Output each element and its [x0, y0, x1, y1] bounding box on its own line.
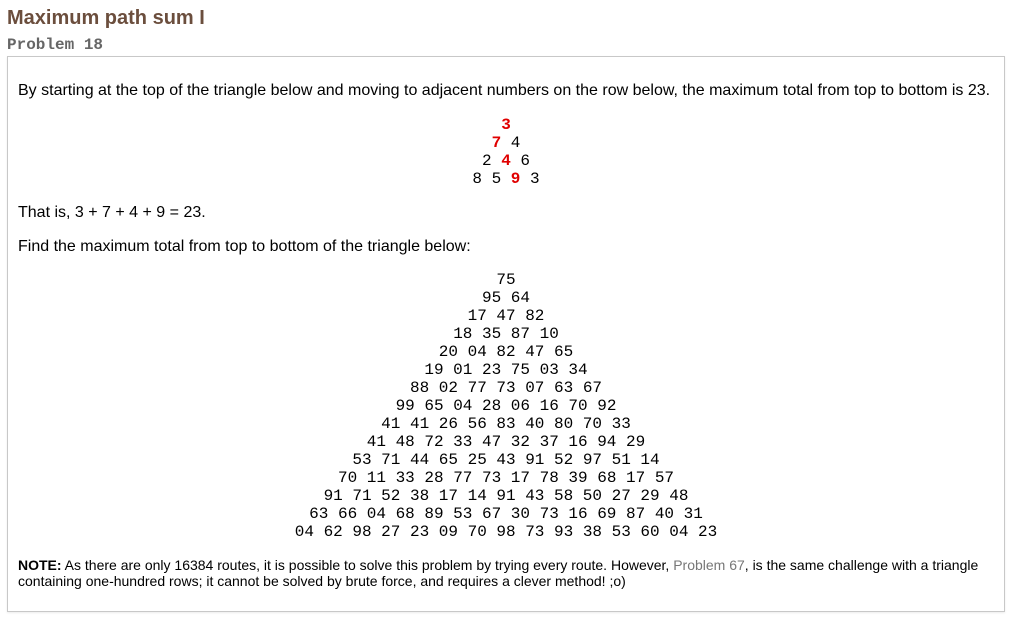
triangle-row: 99 65 04 28 06 16 70 92	[395, 397, 617, 415]
find-text: Find the maximum total from top to bottom of the triangle below:	[18, 238, 471, 255]
example-number: 2	[481, 152, 492, 170]
triangle-row: 88 02 77 73 07 63 67	[409, 379, 603, 397]
triangle-row: 41 48 72 33 47 32 37 16 94 29	[366, 433, 646, 451]
note-text-before: As there are only 16384 routes, it is possible to solve this problem by trying every route. However,	[61, 557, 674, 573]
triangle-row: 91 71 52 38 17 14 91 43 58 50 27 29 48	[323, 487, 689, 505]
triangle-row: 95 64	[481, 289, 530, 307]
example-row	[8, 170, 1004, 188]
triangle-row: 70 11 33 28 77 73 17 78 39 68 17 57	[337, 469, 675, 487]
path-number: 7	[491, 134, 502, 152]
triangle-row: 04 62 98 27 23 09 70 98 73 93 38 53 60 04 23	[294, 523, 718, 541]
example-row	[8, 152, 1004, 170]
triangle-row: 17 47 82	[467, 307, 545, 325]
example-number: 4	[510, 134, 521, 152]
example-number: 3	[530, 170, 540, 188]
triangle-row: 53 71 44 65 25 43 91 52 97 51 14	[352, 451, 660, 469]
example-row	[8, 134, 1004, 152]
example-triangle	[8, 116, 1004, 188]
example-row	[8, 116, 1004, 134]
triangle-row: 75	[496, 271, 516, 289]
triangle-row: 41 41 26 56 83 40 80 70 33	[381, 415, 631, 433]
note-label: NOTE:	[18, 557, 62, 573]
triangle-row: 63 66 04 68 89 53 67 30 73 16 69 87 40 31	[309, 505, 703, 523]
triangle-row: 20 04 82 47 65	[438, 343, 574, 361]
that-is-text: That is, 3 + 7 + 4 + 9 = 23.	[18, 204, 206, 221]
example-number: 6	[520, 152, 531, 170]
problem-number: Problem 18	[7, 36, 104, 54]
example-number: 5	[491, 170, 502, 188]
problem-content	[7, 56, 1005, 612]
path-number: 3	[501, 116, 511, 134]
note-text-after: , is the same challenge with a triangle containing one-hundred rows; it cannot be solved by brute force, and requires a clever method! ;o)	[18, 557, 979, 589]
triangle-row: 19 01 23 75 03 34	[424, 361, 588, 379]
path-number: 9	[510, 170, 521, 188]
triangle-row: 18 35 87 10	[453, 325, 559, 343]
number-triangle	[8, 271, 1004, 541]
intro-text: By starting at the top of the triangle below and moving to adjacent numbers on the row below, the maximum total from top to bottom is 23.	[18, 82, 991, 99]
note	[18, 557, 992, 589]
problem-67-link[interactable]: Problem 67	[673, 557, 745, 573]
page-title: Maximum path sum I	[7, 7, 205, 29]
path-number: 4	[501, 152, 511, 170]
example-number: 8	[472, 170, 482, 188]
